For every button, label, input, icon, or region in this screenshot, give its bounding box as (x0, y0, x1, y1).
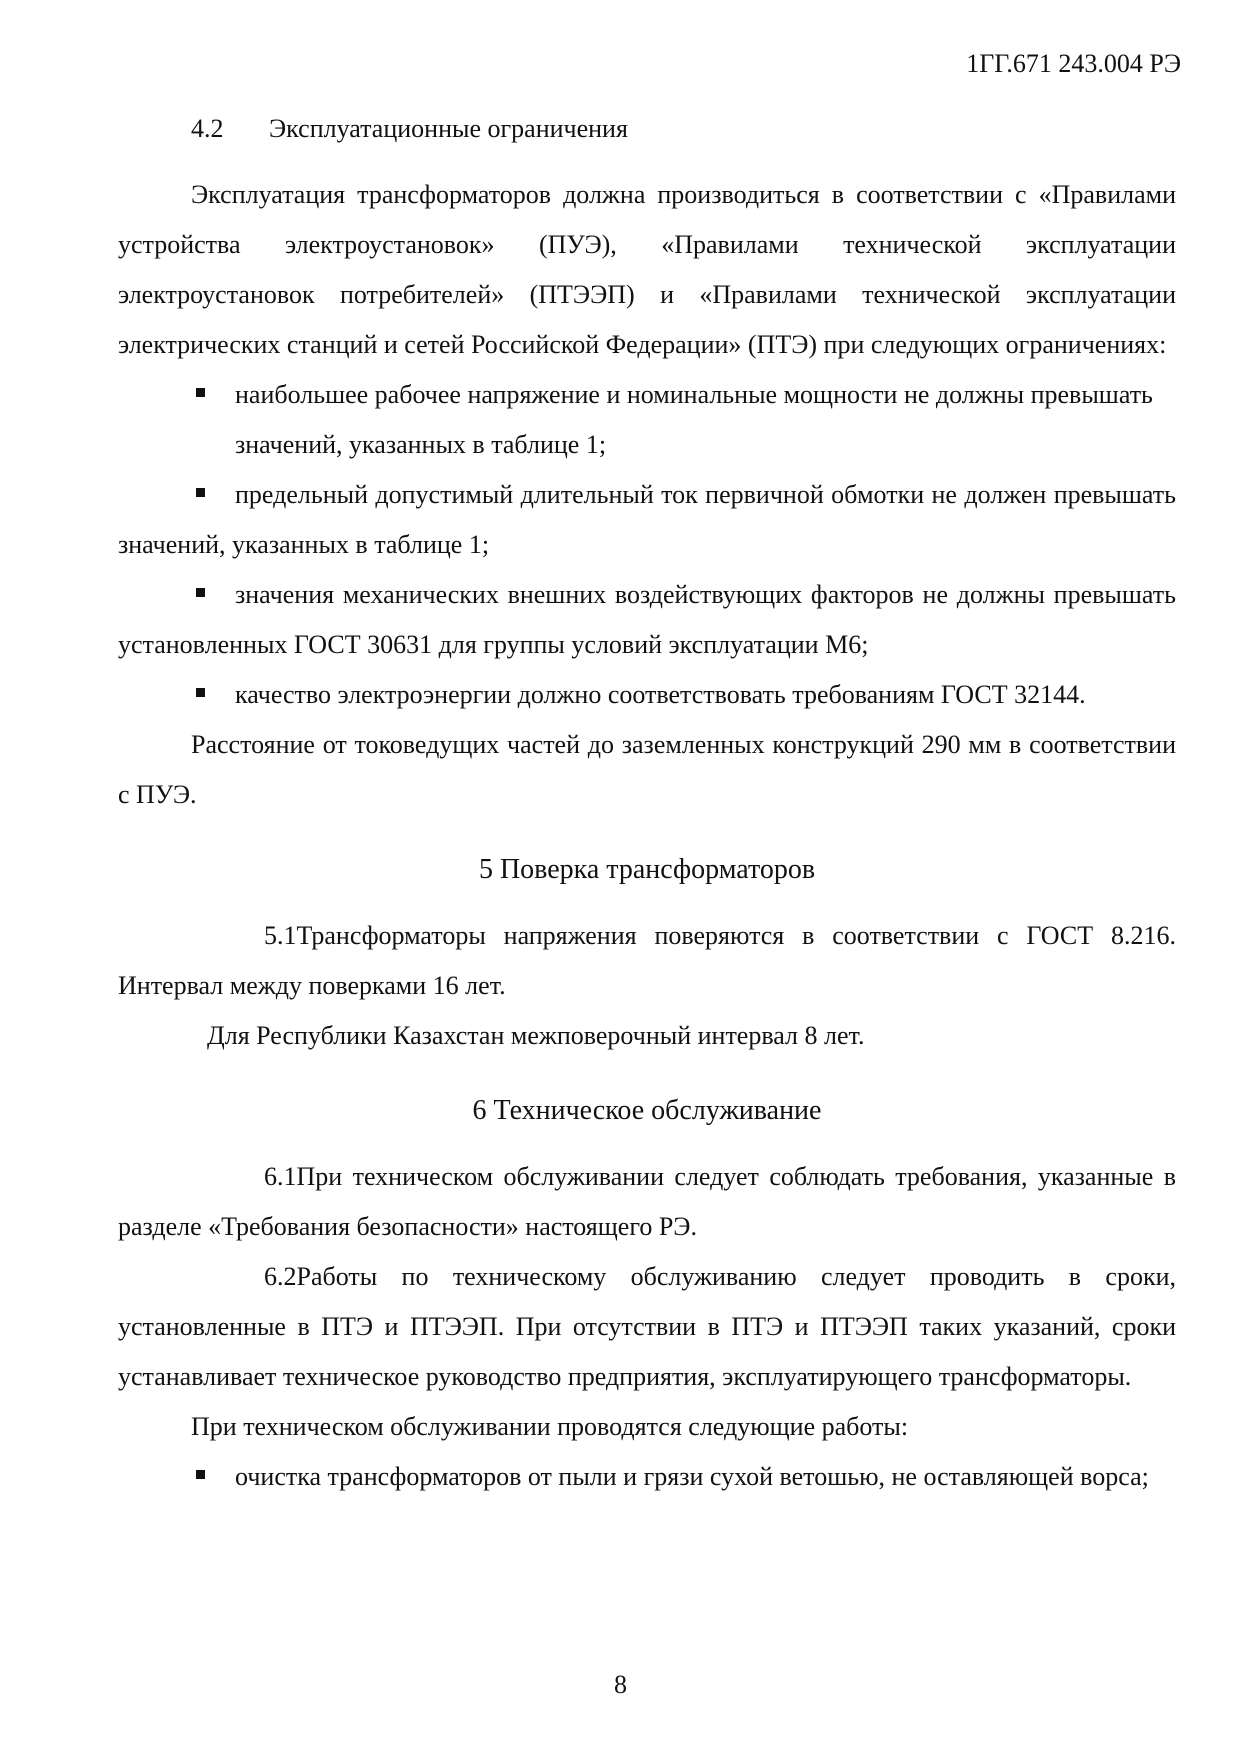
subsection-heading-4-2 (118, 104, 1176, 154)
bullet-icon (196, 1470, 205, 1479)
paragraph-distance: Расстояние от токоведущих частей до заземленных конструкций 290 мм в соответствии с ПУЭ. (118, 730, 1176, 809)
subsection-number: 5.1 (264, 921, 297, 950)
bullet-icon (196, 588, 205, 597)
bullet-icon (196, 488, 205, 497)
bullet-icon (196, 688, 205, 697)
section-heading-5: 5 Поверка трансформаторов (478, 854, 816, 885)
section-heading-6: 6 Техническое обслуживание (472, 1095, 822, 1126)
page-content (118, 104, 1176, 1502)
subsection-number: 6.2 (264, 1262, 297, 1291)
subsection-number: 4.2 (191, 114, 224, 143)
list-item: предельный допустимый длительный ток первичной обмотки не должен превышать значений, указанных в таблице 1; (118, 480, 1176, 559)
paragraph-kazakhstan: Для Республики Казахстан межповерочный интервал 8 лет. (207, 1021, 865, 1050)
paragraph-operation-rules: Эксплуатация трансформаторов должна производиться в соответствии с «Правилами устройства электроустановок» (ПУЭ), «Правилами технической эксплуатации электроустановок потребителей» (ПТЭЭП) и «Правилами технической эксплуатации электрических станций и сетей Российской Федерации» (ПТЭ) при следующих ограничениях: (118, 180, 1176, 359)
paragraph-6-1: 6.1При техническом обслуживании следует соблюдать требования, указанные в разделе «Требования безопасности» настоящего РЭ. (118, 1152, 1176, 1252)
list-item: значения механических внешних воздействующих факторов не должны превышать установленных ГОСТ 30631 для группы условий эксплуатации М6; (118, 580, 1176, 659)
list-item: очистка трансформаторов от пыли и грязи сухой ветошью, не оставляющей ворса; (118, 1452, 1176, 1502)
list-item: наибольшее рабочее напряжение и номинальные мощности не должны превышать значений, указанных в таблице 1; (118, 370, 1176, 470)
subsection-title: Эксплуатационные ограничения (269, 114, 628, 143)
paragraph-maintenance-works: При техническом обслуживании проводятся следующие работы: (191, 1412, 909, 1441)
bullet-icon (196, 388, 205, 397)
paragraph-6-2: 6.2Работы по техническому обслуживанию следует проводить в сроки, установленные в ПТЭ и ПТЭЭП. При отсутствии в ПТЭ и ПТЭЭП таких указаний, сроки устанавливает техническое руководство предприятия, эксплуатирующего трансформаторы. (118, 1252, 1176, 1402)
document-code: 1ГГ.671 243.004 РЭ (966, 49, 1181, 78)
page-number: 8 (614, 1670, 627, 1699)
subsection-number: 6.1 (264, 1162, 297, 1191)
paragraph-5-1: 5.1Трансформаторы напряжения поверяются в соответствии с ГОСТ 8.216. Интервал между поверками 16 лет. (118, 911, 1176, 1011)
list-item: качество электроэнергии должно соответствовать требованиям ГОСТ 32144. (118, 670, 1176, 720)
